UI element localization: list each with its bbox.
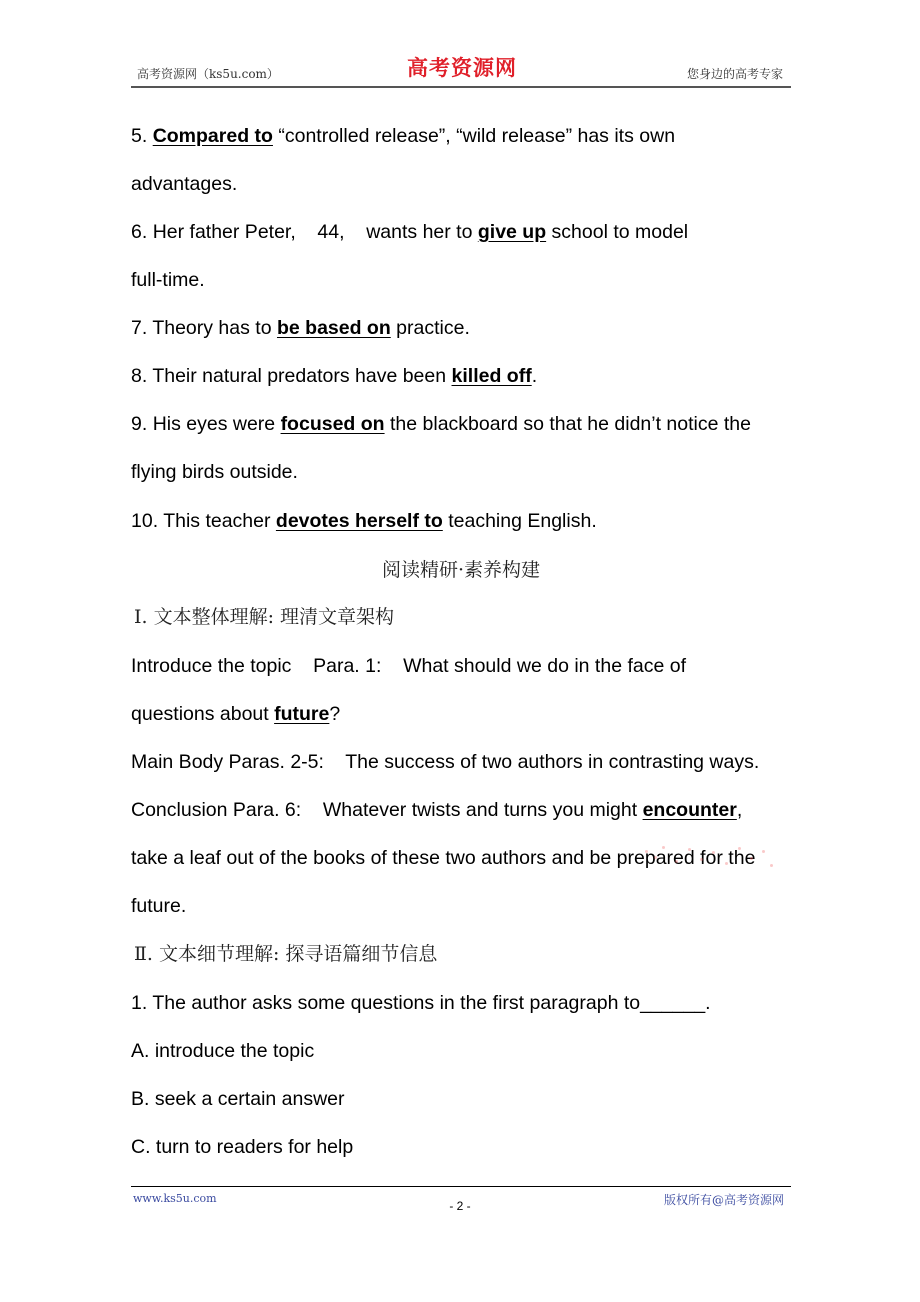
part-1-intro: Introduce the topic Para. 1: What should we do in the face of xyxy=(131,655,686,677)
page-number: - 2 - xyxy=(449,1199,471,1213)
header-divider xyxy=(131,86,791,88)
part-1-intro-continued xyxy=(131,702,340,726)
exercise-5-continued: advantages. xyxy=(131,173,238,195)
option-b: B. seek a certain answer xyxy=(131,1088,345,1110)
option-c: C. turn to readers for help xyxy=(131,1136,354,1158)
exercise-text: practice. xyxy=(390,317,470,339)
answer-word: encounter xyxy=(642,799,737,821)
intro-text: questions about xyxy=(131,703,275,725)
exercise-number: 6. xyxy=(131,221,153,243)
intro-text: ? xyxy=(329,703,341,725)
answer-word: future xyxy=(274,703,330,725)
part-1-heading: Ⅰ. 文本整体理解: 理清文章架构 xyxy=(134,606,395,628)
exercise-text: Her father Peter, 44, wants her to xyxy=(152,221,478,243)
conclusion-text: Conclusion Para. 6: Whatever twists and turns you might xyxy=(131,799,643,821)
part-1-main-body: Main Body Paras. 2-5: The success of two authors in contrasting ways. xyxy=(131,751,760,773)
exercise-number: 10. xyxy=(131,510,164,532)
part-1-conclusion xyxy=(131,798,742,822)
exercise-5 xyxy=(131,124,675,148)
exercise-text: . xyxy=(531,365,538,387)
section-title: 阅读精研·素养构建 xyxy=(381,559,541,581)
watermark-stamp xyxy=(640,842,775,872)
exercise-text: school to model xyxy=(546,221,689,243)
exercise-text: His eyes were xyxy=(152,413,281,435)
option-a: A. introduce the topic xyxy=(131,1040,315,1062)
part-1-conclusion-line-2: take a leaf out of the books of these two authors and be prepared for the xyxy=(131,847,756,869)
conclusion-text: , xyxy=(736,799,743,821)
header-logo: 高考资源网 xyxy=(407,55,517,80)
exercise-text: This teacher xyxy=(163,510,276,532)
exercise-text: the blackboard so that he didn’t notice the xyxy=(384,413,751,435)
question-1: 1. The author asks some questions in the first paragraph to______. xyxy=(131,992,711,1014)
exercise-text: “controlled release”, “wild release” has its own xyxy=(272,125,676,147)
footer-website-link[interactable]: www.ks5u.com xyxy=(133,1192,217,1205)
exercise-text: Theory has to xyxy=(152,317,277,339)
exercise-number: 5. xyxy=(131,125,153,147)
answer-phrase: killed off xyxy=(451,365,532,387)
header-slogan: 您身边的高考专家 xyxy=(686,67,783,81)
exercise-10 xyxy=(131,509,597,533)
answer-phrase: Compared to xyxy=(152,125,273,147)
exercise-8 xyxy=(131,364,537,388)
footer-copyright: 版权所有@高考资源网 xyxy=(663,1193,784,1207)
answer-phrase: give up xyxy=(477,221,547,243)
footer-divider xyxy=(131,1186,791,1187)
exercise-text: teaching English. xyxy=(442,510,597,532)
exercise-6-continued: full-time. xyxy=(131,269,205,291)
part-2-heading: Ⅱ. 文本细节理解: 探寻语篇细节信息 xyxy=(134,943,438,965)
exercise-number: 7. xyxy=(131,317,153,339)
exercise-7 xyxy=(131,316,470,340)
page-header xyxy=(131,52,791,86)
answer-phrase: be based on xyxy=(276,317,391,339)
exercise-number: 9. xyxy=(131,413,153,435)
part-1-conclusion-line-3: future. xyxy=(131,895,187,917)
answer-phrase: devotes herself to xyxy=(275,510,443,532)
exercise-number: 8. xyxy=(131,365,153,387)
exercise-9 xyxy=(131,412,751,436)
header-site-name: 高考资源网（ks5u.com） xyxy=(137,67,279,81)
exercise-6 xyxy=(131,220,688,244)
answer-phrase: focused on xyxy=(280,413,385,435)
exercise-9-continued: flying birds outside. xyxy=(131,461,298,483)
exercise-text: Their natural predators have been xyxy=(152,365,452,387)
